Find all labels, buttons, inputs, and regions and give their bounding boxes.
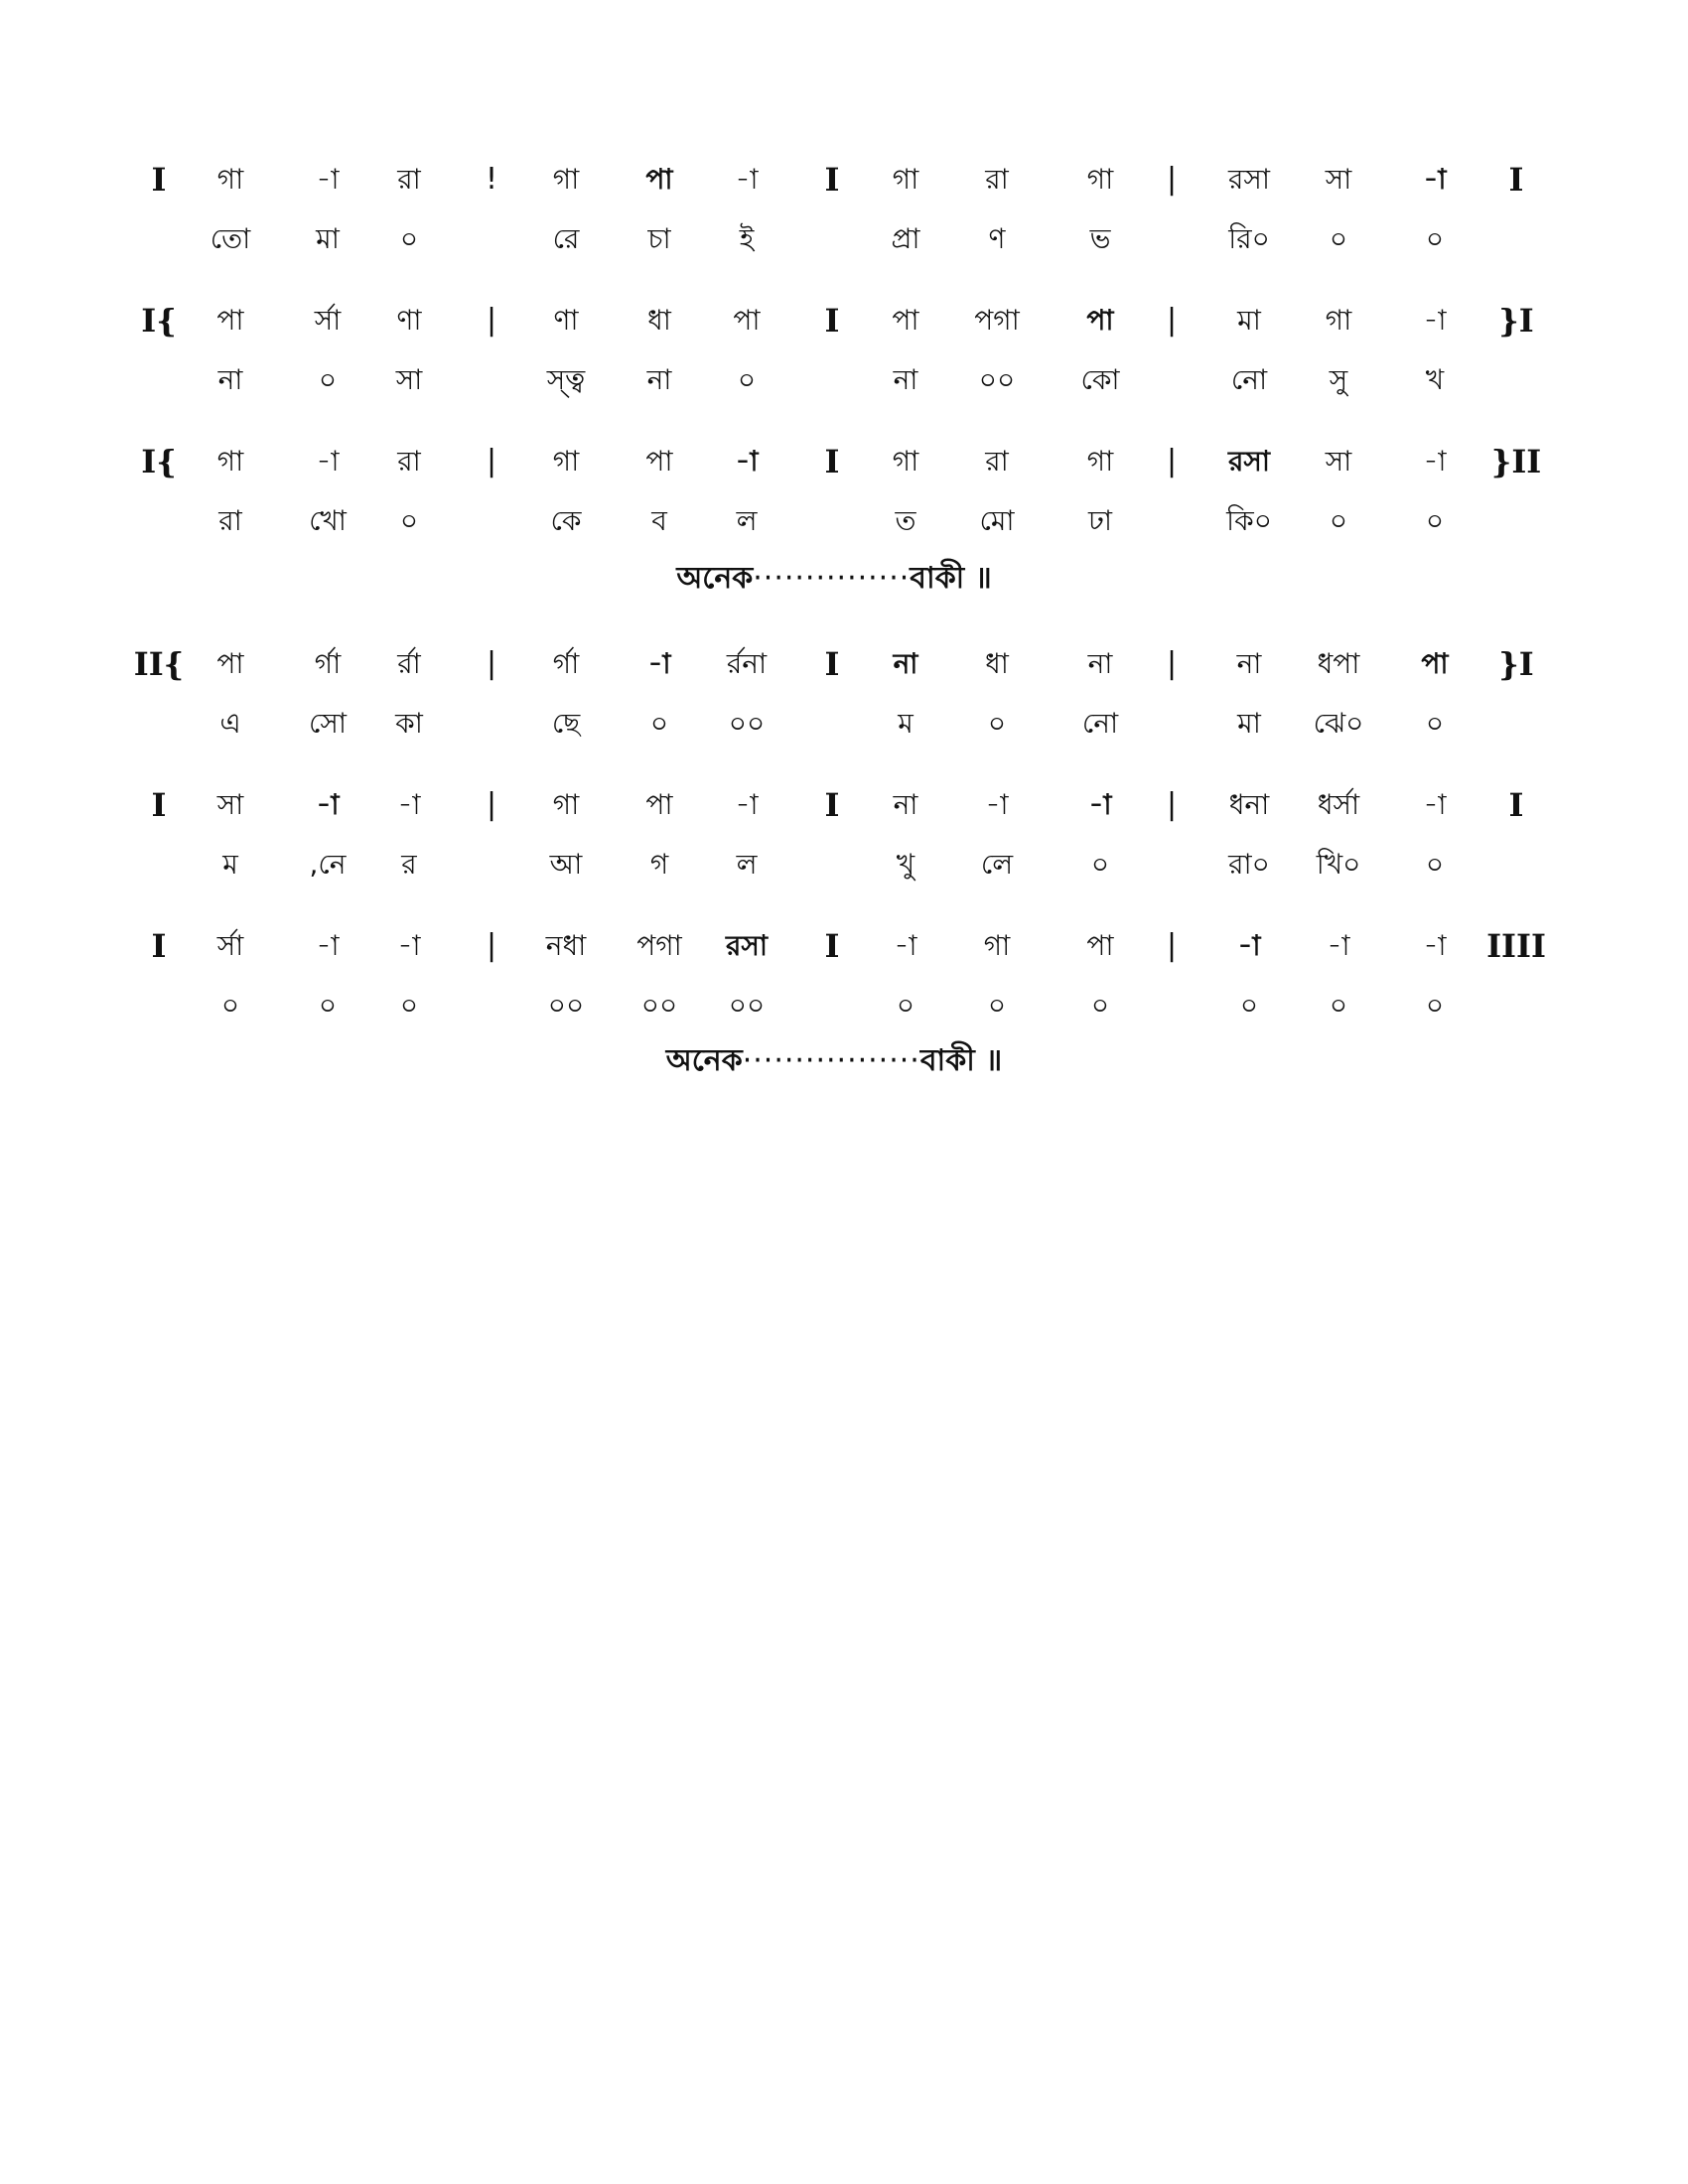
bar-line: }I: [1498, 645, 1534, 683]
swara-note: পা: [645, 788, 673, 821]
lyric-syllable: ০: [649, 707, 669, 740]
swara-note: পা: [645, 445, 673, 478]
swara-note: -া: [1237, 929, 1261, 962]
lyric-syllable: কে: [550, 504, 582, 537]
swara-note: -া: [1423, 304, 1447, 337]
lyric-syllable: ০০: [640, 989, 678, 1022]
lyric-syllable: নো: [1230, 363, 1268, 396]
swara-note: গা: [983, 929, 1011, 962]
lyric-syllable: ম: [898, 707, 914, 740]
lyric-syllable: ০: [1329, 222, 1348, 255]
lyric-syllable: ঢা: [1088, 504, 1112, 537]
bar-line: II{: [133, 645, 185, 683]
lyric-syllable: ০: [399, 504, 419, 537]
swara-note: র্গা: [552, 647, 580, 680]
swara-note: না: [893, 647, 918, 680]
swara-line: [0, 641, 1688, 687]
beat-divider: |: [486, 646, 497, 681]
swara-note: ধা: [647, 304, 671, 337]
lyric-syllable: ণ: [988, 222, 1006, 255]
swara-note: -া: [1088, 788, 1112, 821]
swara-note: ধনা: [1228, 788, 1270, 821]
swara-note: নধা: [545, 929, 587, 962]
swara-note: গা: [552, 788, 580, 821]
lyric-syllable: স্ত্ব: [546, 363, 586, 396]
swara-note: না: [1087, 647, 1113, 680]
swara-note: র্সা: [314, 304, 342, 337]
lyric-syllable: খ: [1425, 363, 1445, 396]
swara-note: -া: [735, 163, 759, 196]
swara-note: সা: [216, 788, 244, 821]
lyric-syllable: সু: [1329, 363, 1348, 396]
swara-note: -া: [1423, 163, 1447, 196]
swara-note: -া: [316, 929, 340, 962]
swara-note: -া: [397, 929, 421, 962]
swara-note: -া: [397, 788, 421, 821]
lyric-syllable: ০: [896, 989, 915, 1022]
swara-note: ণা: [553, 304, 579, 337]
continuation-end: বাকী ॥: [910, 561, 992, 596]
swara-note: ধপা: [1317, 647, 1360, 680]
swara-line: [0, 782, 1688, 828]
bar-line: }II: [1490, 443, 1542, 480]
lyric-syllable: মো: [979, 504, 1015, 537]
swara-note: গা: [892, 445, 919, 478]
swara-note: ধর্সা: [1317, 788, 1360, 821]
swara-note: -া: [316, 445, 340, 478]
bar-line: I: [151, 786, 167, 824]
swara-note: পগা: [636, 929, 682, 962]
lyric-syllable: ল: [736, 504, 758, 537]
lyric-syllable: লে: [980, 848, 1014, 881]
lyric-syllable: ০: [987, 989, 1007, 1022]
continuation-start: অনেক: [665, 1043, 743, 1078]
swara-note: গা: [1325, 304, 1352, 337]
swara-line: [0, 298, 1688, 343]
swara-note: -া: [735, 445, 759, 478]
swara-note: -া: [1423, 445, 1447, 478]
beat-divider: |: [1166, 444, 1178, 478]
swara-note: -া: [316, 163, 340, 196]
beat-divider: |: [1166, 162, 1178, 197]
lyric-syllable: ০: [318, 363, 338, 396]
lyric-syllable: কা: [395, 707, 423, 740]
continuation-dots: ·················: [742, 1043, 920, 1078]
lyric-syllable: প্রা: [891, 222, 920, 255]
lyric-syllable: রা০: [1228, 848, 1270, 881]
continuation-end: বাকী ॥: [919, 1043, 1003, 1078]
swara-note: পা: [216, 647, 244, 680]
beat-divider: |: [1166, 787, 1178, 822]
swara-note: পা: [1421, 647, 1449, 680]
swara-note: গা: [552, 163, 580, 196]
lyric-syllable: ই: [739, 222, 755, 255]
bar-line: I{: [141, 302, 177, 340]
swara-note: রা: [397, 445, 421, 478]
bar-line: IIII: [1486, 927, 1546, 965]
swara-line: [0, 157, 1688, 203]
swara-note: রসা: [725, 929, 769, 962]
bar-line: I: [151, 927, 167, 965]
lyric-syllable: ০: [318, 989, 338, 1022]
lyric-syllable: ০: [1329, 504, 1348, 537]
swara-note: না: [893, 788, 918, 821]
swara-line: [0, 923, 1688, 969]
lyric-line: [0, 498, 1688, 544]
lyric-syllable: ০০: [547, 989, 585, 1022]
swara-note: পা: [1086, 304, 1114, 337]
lyric-syllable: কি০: [1226, 504, 1272, 537]
bar-line: I: [1508, 161, 1524, 199]
beat-divider: |: [486, 444, 497, 478]
bar-line: I{: [141, 443, 177, 480]
beat-divider: !: [485, 162, 498, 197]
lyric-syllable: ০: [399, 222, 419, 255]
lyric-syllable: এ: [219, 707, 241, 740]
bar-line: }I: [1498, 302, 1534, 340]
swara-note: সা: [1325, 163, 1352, 196]
swara-note: পা: [892, 304, 919, 337]
lyric-syllable: গ: [649, 848, 669, 881]
swara-note: -া: [985, 788, 1009, 821]
continuation-note: [666, 1038, 1002, 1084]
swara-note: গা: [1086, 445, 1114, 478]
swara-note: -া: [647, 647, 671, 680]
lyric-syllable: না: [217, 363, 243, 396]
swara-note: রসা: [1227, 163, 1271, 196]
swara-note: র্রা: [397, 647, 421, 680]
swara-note: রা: [397, 163, 421, 196]
swara-note: রসা: [1227, 445, 1271, 478]
lyric-line: [0, 701, 1688, 747]
swara-note: র্রনা: [726, 647, 768, 680]
swara-note: গা: [216, 445, 244, 478]
swara-note: -া: [735, 788, 759, 821]
lyric-syllable: ০: [1239, 989, 1259, 1022]
swara-note: -া: [316, 788, 340, 821]
lyric-syllable: খো: [309, 504, 347, 537]
swara-note: সা: [1325, 445, 1352, 478]
beat-divider: |: [1166, 928, 1178, 963]
lyric-syllable: ছে: [551, 707, 581, 740]
lyric-syllable: ,নে: [309, 848, 347, 881]
beat-divider: |: [486, 303, 497, 338]
lyric-line: [0, 357, 1688, 403]
lyric-syllable: ০০: [728, 707, 766, 740]
lyric-syllable: খু: [896, 848, 915, 881]
swara-note: রা: [985, 445, 1009, 478]
beat-divider: |: [1166, 646, 1178, 681]
swara-note: পা: [645, 163, 673, 196]
lyric-syllable: ০: [1425, 707, 1445, 740]
bar-line: I: [151, 161, 167, 199]
beat-divider: |: [486, 928, 497, 963]
swara-note: র্গা: [314, 647, 342, 680]
lyric-syllable: চা: [647, 222, 671, 255]
lyric-syllable: র: [401, 848, 417, 881]
lyric-syllable: ০০: [978, 363, 1016, 396]
lyric-syllable: ০: [1425, 848, 1445, 881]
lyric-syllable: ঝে০: [1313, 707, 1364, 740]
swara-note: র্সা: [216, 929, 244, 962]
lyric-syllable: মা: [316, 222, 340, 255]
swara-note: পা: [1086, 929, 1114, 962]
continuation-start: অনেক: [676, 561, 754, 596]
lyric-syllable: ০: [1329, 989, 1348, 1022]
lyric-syllable: ০: [220, 989, 240, 1022]
lyric-syllable: ০: [1090, 848, 1110, 881]
lyric-syllable: রা: [218, 504, 242, 537]
swara-note: গা: [216, 163, 244, 196]
bar-line: I: [824, 645, 840, 683]
swara-note: পগা: [974, 304, 1020, 337]
bar-line: I: [824, 786, 840, 824]
lyric-line: [0, 842, 1688, 887]
lyric-syllable: ল: [736, 848, 758, 881]
lyric-syllable: নো: [1081, 707, 1119, 740]
lyric-syllable: কো: [1080, 363, 1120, 396]
swara-note: -া: [894, 929, 917, 962]
swara-note: মা: [1237, 304, 1261, 337]
lyric-line: [0, 983, 1688, 1028]
bar-line: I: [824, 443, 840, 480]
swara-line: [0, 439, 1688, 484]
swara-note: না: [1236, 647, 1262, 680]
swara-note: -া: [1327, 929, 1350, 962]
lyric-syllable: ০: [737, 363, 757, 396]
lyric-syllable: ম: [222, 848, 238, 881]
beat-divider: |: [486, 787, 497, 822]
swara-note: -া: [1423, 788, 1447, 821]
continuation-note: [676, 556, 991, 602]
lyric-syllable: সো: [309, 707, 347, 740]
bar-line: I: [1508, 786, 1524, 824]
lyric-syllable: ০: [399, 989, 419, 1022]
lyric-syllable: রে: [552, 222, 580, 255]
lyric-syllable: না: [646, 363, 672, 396]
lyric-syllable: সা: [395, 363, 423, 396]
lyric-syllable: ০: [1425, 504, 1445, 537]
beat-divider: |: [1166, 303, 1178, 338]
swara-note: রা: [985, 163, 1009, 196]
lyric-syllable: ০০: [728, 989, 766, 1022]
lyric-syllable: খি০: [1316, 848, 1361, 881]
lyric-syllable: ত: [895, 504, 916, 537]
lyric-syllable: রি০: [1228, 222, 1270, 255]
lyric-syllable: আ: [549, 848, 583, 881]
lyric-syllable: মা: [1237, 707, 1261, 740]
lyric-syllable: ০: [1425, 222, 1445, 255]
swara-note: পা: [733, 304, 761, 337]
continuation-dots: ···············: [753, 561, 911, 596]
bar-line: I: [824, 927, 840, 965]
swara-note: ণা: [396, 304, 422, 337]
lyric-syllable: তো: [210, 222, 251, 255]
lyric-syllable: না: [893, 363, 918, 396]
lyric-syllable: ভ: [1089, 222, 1111, 255]
lyric-syllable: ০: [1425, 989, 1445, 1022]
bar-line: I: [824, 302, 840, 340]
lyric-line: [0, 216, 1688, 262]
swara-note: -া: [1423, 929, 1447, 962]
swara-note: গা: [1086, 163, 1114, 196]
swara-note: ধা: [985, 647, 1009, 680]
bar-line: I: [824, 161, 840, 199]
lyric-syllable: ০: [1090, 989, 1110, 1022]
lyric-syllable: ০: [987, 707, 1007, 740]
lyric-syllable: ব: [651, 504, 667, 537]
swara-note: পা: [216, 304, 244, 337]
swara-note: গা: [552, 445, 580, 478]
swara-note: গা: [892, 163, 919, 196]
